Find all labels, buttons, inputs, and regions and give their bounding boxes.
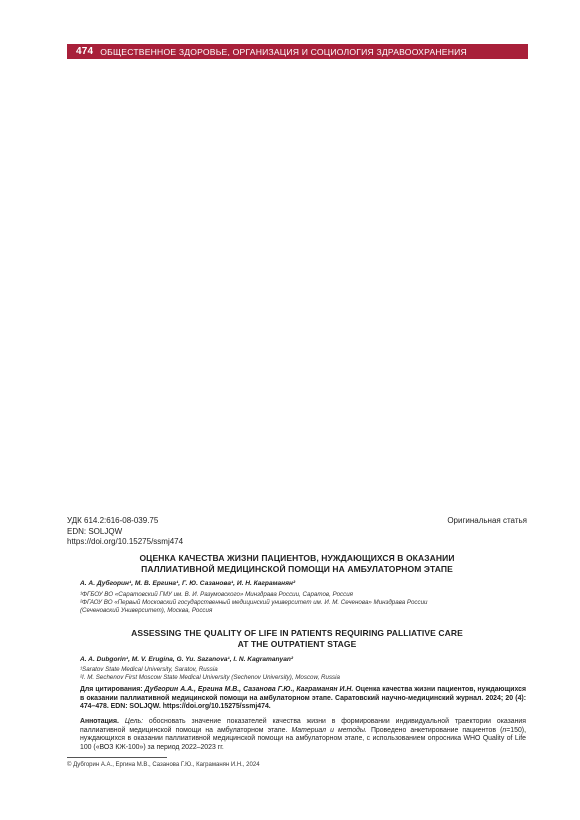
ru-affiliation-2: ²ФГАОУ ВО «Первый Московский государственный медицинский университет им. И. М. Сеченова» Минздрава России (80, 599, 428, 606)
article-type: Оригинальная статья (447, 516, 527, 525)
citation-text: Оценка качества жизни пациентов, нуждающихся в оказании паллиативной медицинской помощи на амбулаторном этапе. Саратовский научно-медицинский журнал. 2024; 20 (4): 474–478. EDN: SOLJQW. https://doi.org/10.15275/ssmj474. (80, 686, 526, 711)
abstract-methods-text-cont: =150), нуждающихся в оказании паллиативной медицинской помощи на амбулаторном этапе, с использованием опросника WHO Quality of Life 100 («ВОЗ КЖ-100») за период 2022–2023 гг. (80, 726, 526, 751)
article-meta (67, 516, 183, 548)
ru-title-line: ПАЛЛИАТИВНОЙ МЕДИЦИНСКОЙ ПОМОЩИ НА АМБУЛАТОРНОМ ЭТАПЕ (141, 564, 453, 574)
abstract-block (80, 718, 526, 752)
abstract-n-label: n (502, 726, 507, 734)
page-number: 474 (76, 46, 94, 57)
citation-authors: Дубгорин А.А., Ергина М.В., Сазанова Г.Ю., Каграманян И.Н. (144, 686, 354, 693)
ru-title-line: ОЦЕНКА КАЧЕСТВА ЖИЗНИ ПАЦИЕНТОВ, НУЖДАЮЩИХСЯ В ОКАЗАНИИ (139, 553, 455, 563)
en-title-line: ASSESSING THE QUALITY OF LIFE IN PATIENTS REQUIRING PALLIATIVE CARE (131, 628, 463, 638)
ru-title (67, 553, 527, 575)
en-affiliation-2: ²I. M. Sechenov First Moscow State Medical University (Sechenov University), Moscow, Russia (80, 674, 340, 681)
doi-link[interactable]: https://doi.org/10.15275/ssmj474 (67, 537, 184, 546)
en-title (67, 628, 527, 650)
footnote-rule (67, 757, 167, 758)
udc-code: УДК 614.2:616-08-039.75 (67, 516, 159, 525)
copyright-notice: © Дубгорин А.А., Ергина М.В., Сазанова Г.Ю., Каграманян И.Н., 2024 (67, 762, 260, 768)
ru-affiliation-1: ¹ФГБОУ ВО «Саратовский ГМУ им. В. И. Разумовского» Минздрава России, Саратов, Россия (80, 591, 353, 598)
abstract-methods-text: Проведено анкетирование пациентов ( (370, 726, 503, 734)
running-header (67, 44, 528, 59)
abstract-methods-label: Материал и методы. (291, 726, 367, 734)
ru-authors: А. А. Дубгорин¹, М. В. Ергина¹, Г. Ю. Сазанова¹, И. Н. Каграманян² (80, 580, 296, 587)
abstract-aim-label: Цель: (124, 718, 144, 725)
citation-label: Для цитирования: (80, 686, 143, 693)
ru-affiliations (80, 591, 530, 615)
en-title-line: AT THE OUTPATIENT STAGE (237, 639, 357, 649)
en-authors: A. A. Dubgorin¹, M. V. Erugina, G. Yu. Sazanova¹, I. N. Kagramanyan² (80, 656, 294, 663)
section-title: ОБЩЕСТВЕННОЕ ЗДОРОВЬЕ, ОРГАНИЗАЦИЯ И СОЦИОЛОГИЯ ЗДРАВООХРАНЕНИЯ (100, 46, 467, 57)
ru-affiliation-2-cont: (Сеченовский Университет), Москва, Россия (80, 607, 213, 614)
edn-code: EDN: SOLJQW (67, 526, 123, 536)
en-affiliation-1: ¹Saratov State Medical University, Saratov, Russia (80, 666, 218, 673)
en-affiliations (80, 666, 530, 682)
abstract-aim-text: обосновать значение показателей качества жизни в формировании индивидуальной траектории оказания паллиативной медицинской помощи на амбулаторном этапе. (80, 718, 527, 734)
citation-block (80, 686, 526, 712)
abstract-label: Аннотация. (80, 718, 119, 725)
